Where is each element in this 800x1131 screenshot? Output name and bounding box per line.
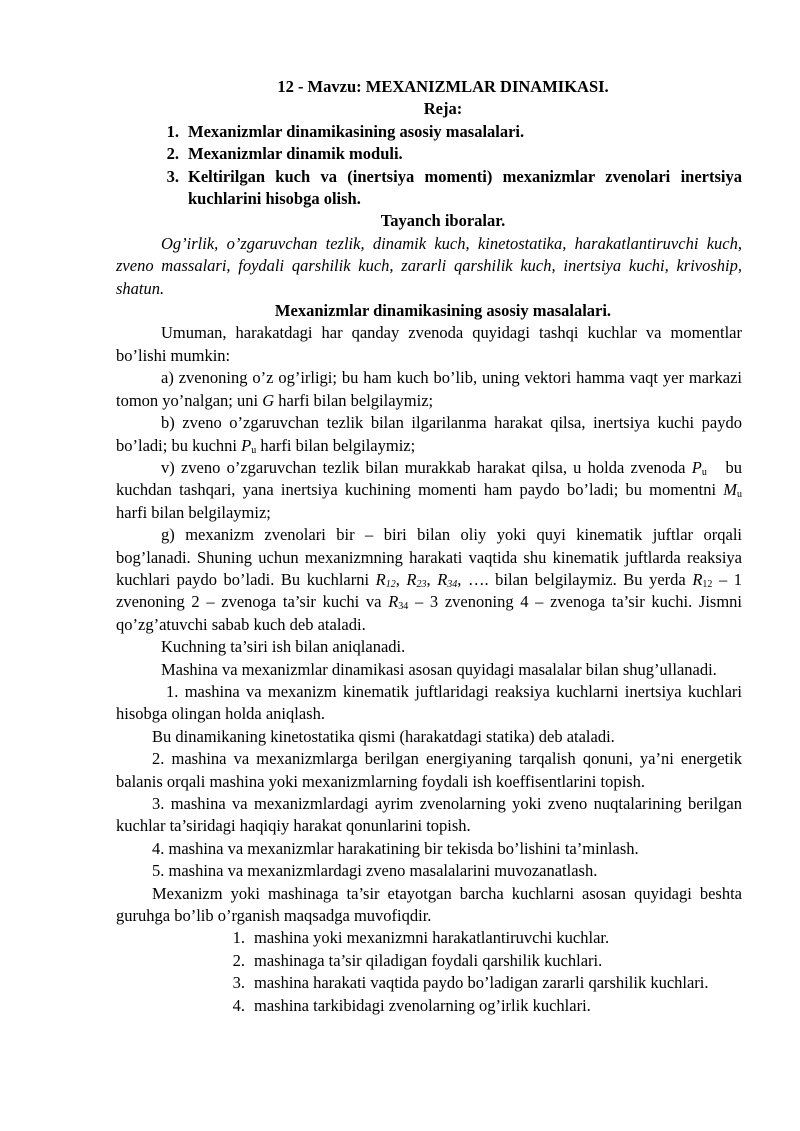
task-4: 4. mashina va mexanizmlar harakatining bir tekisda bo’lishini ta’minlash.	[152, 838, 639, 858]
document-page	[116, 76, 747, 1017]
plan-list	[116, 121, 742, 211]
task-5: 5. mashina va mexanizmlardagi zveno masalalarini muvozanatlash.	[152, 861, 598, 881]
paragraph-v: v) zveno o’zgaruvchan tezlik bilan murakkab harakat qilsa, u holda zvenoda $P_u$ bu kuchdan tashqari, yana inertsiya kuchining momenti ham paydo bo’ladi; bu momentni $M_u$ harfi bilan belgilaymiz;	[116, 457, 747, 522]
plan-heading: Reja:	[423, 99, 463, 119]
plan-item: 2. Mexanizmlar dinamik moduli.	[166, 144, 403, 164]
paragraph-b: b) zveno o’zgaruvchan tezlik bilan ilgarilanma harakat qilsa, inertsiya kuchi paydo bo’ladi; bu kuchni $P_u$ harfi bilan belgilaymiz;	[116, 413, 742, 456]
task-1: 1. mashina va mexanizm kinematik juftlaridagi reaksiya kuchlarni inertsiya kuchlari hisobga olingan holda aniqlash.	[116, 681, 742, 724]
group-item: 2. mashinaga ta’sir qiladigan foydali qarshilik kuchlari.	[232, 950, 603, 970]
group-item: 4. mashina tarkibidagi zvenolarning og’irlik kuchlari.	[232, 995, 591, 1015]
paragraph-intro: Umuman, harakatdagi har qanday zvenoda quyidagi tashqi kuchlar va momentlar bo’lishi mumkin:	[116, 323, 742, 365]
task-3: 3. mashina va mexanizmlardagi ayrim zvenolarning yoki zveno nuqtalarining berilgan kuchlar ta’siridagi haqiqiy harakat qonunlarini topish.	[116, 794, 742, 836]
key-terms-heading: Tayanch iboralar.	[380, 211, 506, 231]
group-item: 1. mashina yoki mexanizmni harakatlantiruvchi kuchlar.	[232, 928, 610, 948]
paragraph-kinetostatics: Bu dinamikaning kinetostatika qismi (harakatdagi statika) deb ataladi.	[152, 726, 615, 746]
groups-list	[116, 927, 742, 1017]
paragraph-a: a) zvenoning o’z og’irligi; bu ham kuch bo’lib, uning vektori hamma vaqt yer markazi tomon yo’nalgan; uni G harfi bilan belgilaymiz;	[116, 368, 742, 410]
plan-item: 3. Keltirilgan kuch va (inertsiya momenti) mexanizmlar zvenolari inertsiya kuchlarini hisobga olish.	[166, 166, 742, 209]
key-terms: Og’irlik, o’zgaruvchan tezlik, dinamik kuch, kinetostatika, harakatlantiruvchi kuch, zveno massalari, foydali qarshilik kuch, zararli qarshilik kuch, inertsiya kuchi, krivoship, shatun.	[116, 233, 742, 298]
plan-item: 1. Mexanizmlar dinamikasining asosiy masalalari.	[166, 121, 525, 141]
paragraph-groups: Mexanizm yoki mashinaga ta’sir etayotgan barcha kuchlarni asosan quyidagi beshta guruhga bo’lib o’rganish maqsadga muvofiqdir.	[116, 883, 742, 926]
paragraph-tasks: Mashina va mexanizmlar dinamikasi asosan quyidagi masalalar bilan shug’ullanadi.	[161, 659, 717, 679]
paragraph-g: g) mexanizm zvenolari bir – biri bilan oliy yoki quyi kinematik juftlar orqali bog’lanadi. Shuning uchun mexanizmning harakati vaqtida shu kinematik juftlarda reaksiya kuchlari paydo bo’ladi. Bu kuchlarni $R_{12}$, $R_{23}$, $R_{34}$, …. bilan belgilaymiz. Bu yerda $R_{12} - 1$ zvenoning 2 – zvenoga ta’sir kuchi va $R_{34} - 3$ zvenoning 4 – zvenoga ta’sir kuchi. Jismni qo’zg’atuvchi sabab kuch deb ataladi.	[116, 525, 743, 634]
section-heading: Mexanizmlar dinamikasining asosiy masalalari.	[274, 301, 612, 321]
group-item: 3. mashina harakati vaqtida paydo bo’ladigan zararli qarshilik kuchlari.	[232, 973, 709, 993]
paragraph-work: Kuchning ta’siri ish bilan aniqlanadi.	[161, 637, 406, 657]
task-2: 2. mashina va mexanizmlarga berilgan energiyaning tarqalish qonuni, ya’ni energetik balanis orqali mashina yoki mexanizmlarning foydali ish koeffisentlarini topish.	[116, 749, 742, 791]
page-title: 12 - Mavzu: MEXANIZMLAR DINAMIKASI.	[277, 77, 609, 96]
